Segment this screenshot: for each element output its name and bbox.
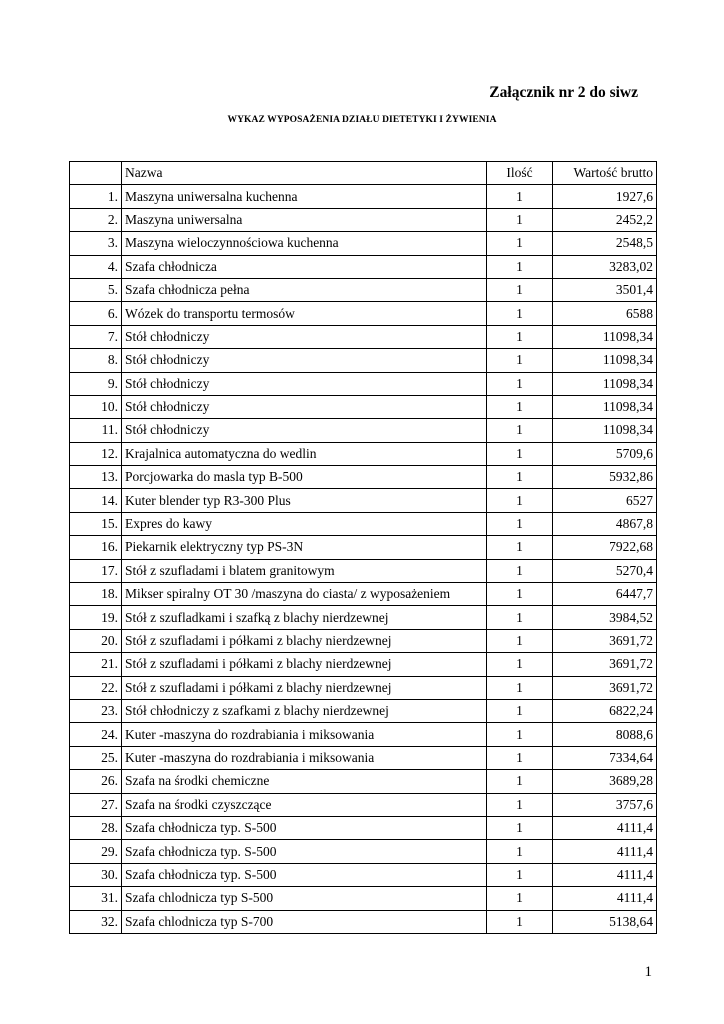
table-row xyxy=(70,699,657,722)
table-row xyxy=(70,208,657,231)
item-name: Stół z szufladami i półkami z blachy nierdzewnej xyxy=(122,629,487,652)
item-name: Piekarnik elektryczny typ PS-3N xyxy=(122,536,487,559)
table-row xyxy=(70,653,657,676)
item-value: 6527 xyxy=(553,489,657,512)
row-number: 21. xyxy=(70,653,122,676)
item-value: 7922,68 xyxy=(553,536,657,559)
item-quantity: 1 xyxy=(487,395,553,418)
table-row xyxy=(70,723,657,746)
table-row xyxy=(70,606,657,629)
item-value: 2452,2 xyxy=(553,208,657,231)
item-quantity: 1 xyxy=(487,302,553,325)
item-value: 11098,34 xyxy=(553,325,657,348)
table-row xyxy=(70,676,657,699)
row-number: 4. xyxy=(70,255,122,278)
table-row xyxy=(70,583,657,606)
item-value: 5138,64 xyxy=(553,910,657,933)
row-number: 29. xyxy=(70,840,122,863)
table-row xyxy=(70,419,657,442)
item-value: 4111,4 xyxy=(553,816,657,839)
item-value: 6447,7 xyxy=(553,583,657,606)
item-quantity: 1 xyxy=(487,278,553,301)
item-name: Kuter blender typ R3-300 Plus xyxy=(122,489,487,512)
item-value: 3984,52 xyxy=(553,606,657,629)
table-row xyxy=(70,489,657,512)
item-quantity: 1 xyxy=(487,185,553,208)
item-value: 4111,4 xyxy=(553,840,657,863)
row-number: 2. xyxy=(70,208,122,231)
item-name: Stół chłodniczy xyxy=(122,395,487,418)
item-quantity: 1 xyxy=(487,442,553,465)
item-quantity: 1 xyxy=(487,325,553,348)
row-number: 3. xyxy=(70,232,122,255)
item-value: 11098,34 xyxy=(553,395,657,418)
item-value: 3283,02 xyxy=(553,255,657,278)
row-number: 16. xyxy=(70,536,122,559)
item-value: 3691,72 xyxy=(553,653,657,676)
item-name: Szafa chłodnicza typ. S-500 xyxy=(122,816,487,839)
item-name: Stół z szufladami i półkami z blachy nierdzewnej xyxy=(122,653,487,676)
item-name: Szafa chłodnicza xyxy=(122,255,487,278)
item-name: Szafa chlodnicza typ S-700 xyxy=(122,910,487,933)
row-number: 24. xyxy=(70,723,122,746)
item-quantity: 1 xyxy=(487,559,553,582)
equipment-table xyxy=(69,161,657,934)
row-number: 1. xyxy=(70,185,122,208)
row-number: 15. xyxy=(70,512,122,535)
item-name: Stół chłodniczy xyxy=(122,325,487,348)
item-name: Stół chłodniczy xyxy=(122,349,487,372)
item-name: Szafa na środki chemiczne xyxy=(122,770,487,793)
row-number: 18. xyxy=(70,583,122,606)
item-quantity: 1 xyxy=(487,255,553,278)
item-quantity: 1 xyxy=(487,232,553,255)
row-number: 10. xyxy=(70,395,122,418)
table-row xyxy=(70,887,657,910)
table-row xyxy=(70,840,657,863)
item-name: Szafa chłodnicza typ. S-500 xyxy=(122,863,487,886)
row-number: 11. xyxy=(70,419,122,442)
row-number: 6. xyxy=(70,302,122,325)
table-row xyxy=(70,442,657,465)
item-quantity: 1 xyxy=(487,887,553,910)
annex-label: Załącznik nr 2 do siwz xyxy=(489,84,638,101)
row-number: 9. xyxy=(70,372,122,395)
item-quantity: 1 xyxy=(487,606,553,629)
item-value: 6588 xyxy=(553,302,657,325)
item-quantity: 1 xyxy=(487,863,553,886)
item-value: 5709,6 xyxy=(553,442,657,465)
table-row xyxy=(70,512,657,535)
item-quantity: 1 xyxy=(487,746,553,769)
row-number: 26. xyxy=(70,770,122,793)
item-name: Expres do kawy xyxy=(122,512,487,535)
row-number: 19. xyxy=(70,606,122,629)
item-quantity: 1 xyxy=(487,840,553,863)
table-row xyxy=(70,349,657,372)
item-quantity: 1 xyxy=(487,583,553,606)
item-name: Stół z szufladkami i szafką z blachy nierdzewnej xyxy=(122,606,487,629)
item-name: Kuter -maszyna do rozdrabiania i miksowania xyxy=(122,723,487,746)
table-row xyxy=(70,863,657,886)
table-row xyxy=(70,232,657,255)
item-quantity: 1 xyxy=(487,512,553,535)
row-number: 5. xyxy=(70,278,122,301)
table-row xyxy=(70,325,657,348)
item-name: Kuter -maszyna do rozdrabiania i miksowania xyxy=(122,746,487,769)
row-number: 27. xyxy=(70,793,122,816)
item-name: Szafa chlodnicza typ S-500 xyxy=(122,887,487,910)
item-value: 11098,34 xyxy=(553,419,657,442)
item-name: Porcjowarka do masla typ B-500 xyxy=(122,466,487,489)
table-row xyxy=(70,536,657,559)
column-header-name: Nazwa xyxy=(122,162,487,185)
item-name: Szafa chłodnicza typ. S-500 xyxy=(122,840,487,863)
table-row xyxy=(70,770,657,793)
row-number: 20. xyxy=(70,629,122,652)
item-value: 1927,6 xyxy=(553,185,657,208)
item-name: Stół z szufladami i blatem granitowym xyxy=(122,559,487,582)
item-value: 11098,34 xyxy=(553,372,657,395)
row-number: 25. xyxy=(70,746,122,769)
item-name: Stół z szufladami i półkami z blachy nierdzewnej xyxy=(122,676,487,699)
row-number: 28. xyxy=(70,816,122,839)
item-quantity: 1 xyxy=(487,770,553,793)
item-value: 3691,72 xyxy=(553,676,657,699)
item-name: Wózek do transportu termosów xyxy=(122,302,487,325)
item-value: 4867,8 xyxy=(553,512,657,535)
table-row xyxy=(70,816,657,839)
item-value: 5270,4 xyxy=(553,559,657,582)
item-quantity: 1 xyxy=(487,372,553,395)
table-row xyxy=(70,466,657,489)
item-name: Mikser spiralny OT 30 /maszyna do ciasta/ z wyposażeniem xyxy=(122,583,487,606)
item-quantity: 1 xyxy=(487,419,553,442)
table-row xyxy=(70,302,657,325)
table-row xyxy=(70,395,657,418)
item-name: Stół chłodniczy xyxy=(122,419,487,442)
row-number: 7. xyxy=(70,325,122,348)
table-header-row xyxy=(70,162,657,185)
table-row xyxy=(70,910,657,933)
row-number: 13. xyxy=(70,466,122,489)
table-row xyxy=(70,793,657,816)
item-value: 2548,5 xyxy=(553,232,657,255)
row-number: 17. xyxy=(70,559,122,582)
column-header-qty: Ilość xyxy=(487,162,553,185)
item-value: 11098,34 xyxy=(553,349,657,372)
item-name: Krajalnica automatyczna do wedlin xyxy=(122,442,487,465)
table-row xyxy=(70,746,657,769)
item-value: 6822,24 xyxy=(553,699,657,722)
row-number: 12. xyxy=(70,442,122,465)
table-row xyxy=(70,278,657,301)
row-number: 22. xyxy=(70,676,122,699)
row-number: 32. xyxy=(70,910,122,933)
item-name: Stół chłodniczy z szafkami z blachy nierdzewnej xyxy=(122,699,487,722)
table-row xyxy=(70,629,657,652)
item-value: 7334,64 xyxy=(553,746,657,769)
item-value: 8088,6 xyxy=(553,723,657,746)
item-quantity: 1 xyxy=(487,536,553,559)
item-value: 3691,72 xyxy=(553,629,657,652)
page-number: 1 xyxy=(644,964,652,980)
table-row xyxy=(70,255,657,278)
item-value: 4111,4 xyxy=(553,887,657,910)
item-value: 3757,6 xyxy=(553,793,657,816)
row-number: 23. xyxy=(70,699,122,722)
item-quantity: 1 xyxy=(487,629,553,652)
item-quantity: 1 xyxy=(487,349,553,372)
item-quantity: 1 xyxy=(487,816,553,839)
item-value: 5932,86 xyxy=(553,466,657,489)
row-number: 8. xyxy=(70,349,122,372)
item-value: 3689,28 xyxy=(553,770,657,793)
item-name: Maszyna wieloczynnościowa kuchenna xyxy=(122,232,487,255)
row-number: 31. xyxy=(70,887,122,910)
table-row xyxy=(70,559,657,582)
item-value: 3501,4 xyxy=(553,278,657,301)
item-quantity: 1 xyxy=(487,676,553,699)
item-name: Szafa chłodnicza pełna xyxy=(122,278,487,301)
row-number: 30. xyxy=(70,863,122,886)
table-row xyxy=(70,185,657,208)
item-quantity: 1 xyxy=(487,208,553,231)
item-quantity: 1 xyxy=(487,489,553,512)
row-number: 14. xyxy=(70,489,122,512)
item-quantity: 1 xyxy=(487,653,553,676)
item-name: Stół chłodniczy xyxy=(122,372,487,395)
column-header-lp xyxy=(70,162,122,185)
item-quantity: 1 xyxy=(487,723,553,746)
document-title: WYKAZ WYPOSAŻENIA DZIAŁU DIETETYKI I ŻYWIENIA xyxy=(227,115,497,125)
item-quantity: 1 xyxy=(487,699,553,722)
item-name: Maszyna uniwersalna kuchenna xyxy=(122,185,487,208)
column-header-value: Wartość brutto xyxy=(553,162,657,185)
item-name: Szafa na środki czyszczące xyxy=(122,793,487,816)
table-row xyxy=(70,372,657,395)
item-name: Maszyna uniwersalna xyxy=(122,208,487,231)
item-quantity: 1 xyxy=(487,910,553,933)
item-value: 4111,4 xyxy=(553,863,657,886)
item-quantity: 1 xyxy=(487,466,553,489)
item-quantity: 1 xyxy=(487,793,553,816)
